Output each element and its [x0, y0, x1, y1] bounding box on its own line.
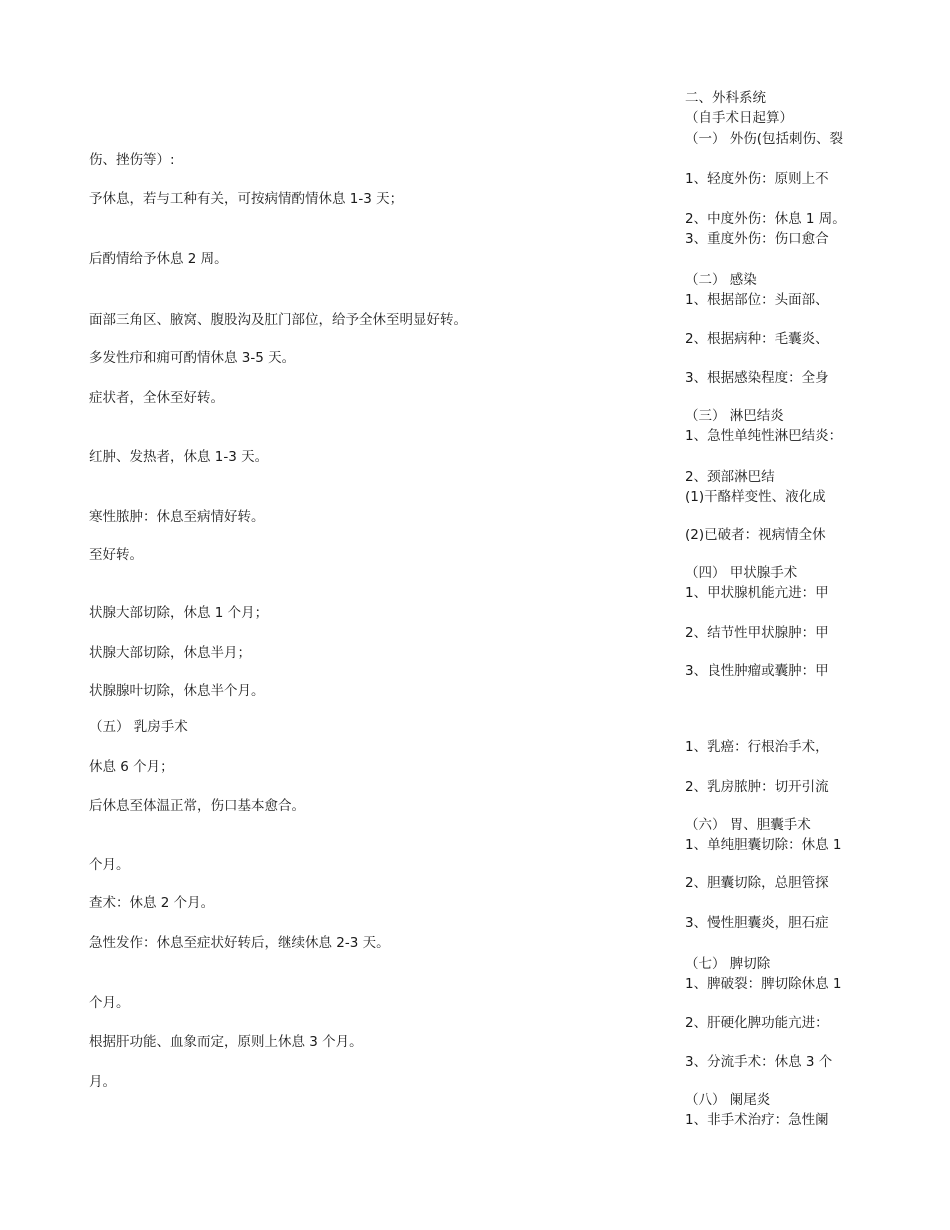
right-line-9: 2、根据病种：毛囊炎、 — [685, 331, 829, 347]
right-line-30: （八） 阑尾炎 — [685, 1092, 771, 1108]
right-line-15: (2)已破者：视病情全休 — [685, 527, 826, 543]
right-line-16: （四） 甲状腺手术 — [685, 565, 798, 581]
right-line-26: （七） 脾切除 — [685, 956, 771, 972]
right-line-29: 3、分流手术：休息 3 个 — [685, 1054, 833, 1070]
left-line-21: 月。 — [89, 1074, 116, 1090]
right-line-10: 3、根据感染程度：全身 — [685, 370, 829, 386]
left-line-7: 红肿、发热者，休息 1-3 天。 — [89, 449, 269, 465]
left-line-18: 急性发作：休息至症状好转后，继续休息 2-3 天。 — [89, 935, 390, 951]
right-line-7: （二） 感染 — [685, 272, 757, 288]
right-line-2: （自手术日起算） — [685, 110, 793, 126]
left-line-8: 寒性脓肿：休息至病情好转。 — [89, 509, 265, 525]
right-line-13: 2、颈部淋巴结 — [685, 469, 775, 485]
left-line-5: 多发性疖和痈可酌情休息 3-5 天。 — [89, 350, 296, 366]
left-line-11: 状腺大部切除，休息半月； — [89, 645, 251, 661]
right-line-8: 1、根据部位：头面部、 — [685, 292, 829, 308]
right-line-24: 2、胆囊切除，总胆管探 — [685, 875, 829, 891]
left-line-3: 后酌情给予休息 2 周。 — [89, 251, 228, 267]
left-line-9: 至好转。 — [89, 547, 143, 563]
right-line-4: 1、轻度外伤：原则上不 — [685, 171, 829, 187]
left-line-13: （五） 乳房手术 — [89, 719, 188, 735]
right-line-25: 3、慢性胆囊炎，胆石症 — [685, 915, 829, 931]
left-line-10: 状腺大部切除，休息 1 个月； — [89, 605, 269, 621]
right-line-11: （三） 淋巴结炎 — [685, 408, 784, 424]
right-line-27: 1、脾破裂：脾切除休息 1 — [685, 976, 842, 992]
left-line-4: 面部三角区、腋窝、腹股沟及肛门部位，给予全休至明显好转。 — [89, 312, 467, 328]
right-line-20: 1、乳癌：行根治手术， — [685, 739, 829, 755]
right-line-14: (1)干酪样变性、液化成 — [685, 489, 826, 505]
right-line-3: （一） 外伤(包括刺伤、裂 — [685, 131, 844, 147]
right-line-21: 2、乳房脓肿：切开引流 — [685, 779, 829, 795]
right-line-19: 3、良性肿瘤或囊肿：甲 — [685, 663, 829, 679]
left-line-12: 状腺腺叶切除，休息半个月。 — [89, 683, 265, 699]
right-line-31: 1、非手术治疗：急性阑 — [685, 1112, 829, 1128]
left-line-14: 休息 6 个月； — [89, 759, 174, 775]
right-line-5: 2、中度外伤：休息 1 周。 — [685, 211, 846, 227]
right-line-22: （六） 胃、胆囊手术 — [685, 817, 811, 833]
right-line-12: 1、急性单纯性淋巴结炎： — [685, 428, 843, 444]
left-line-2: 予休息，若与工种有关，可按病情酌情休息 1-3 天； — [89, 191, 404, 207]
left-line-20: 根据肝功能、血象而定，原则上休息 3 个月。 — [89, 1034, 363, 1050]
left-line-1: 伤、挫伤等）: — [89, 152, 175, 168]
left-line-19: 个月。 — [89, 995, 130, 1011]
right-line-17: 1、甲状腺机能亢进：甲 — [685, 585, 829, 601]
right-line-18: 2、结节性甲状腺肿：甲 — [685, 625, 829, 641]
right-line-28: 2、肝硬化脾功能亢进： — [685, 1015, 829, 1031]
left-line-6: 症状者，全休至好转。 — [89, 390, 224, 406]
left-line-17: 查术：休息 2 个月。 — [89, 895, 215, 911]
right-line-1: 二、外科系统 — [685, 90, 766, 106]
right-line-6: 3、重度外伤：伤口愈合 — [685, 231, 829, 247]
right-line-23: 1、单纯胆囊切除：休息 1 — [685, 837, 842, 853]
left-line-16: 个月。 — [89, 857, 130, 873]
left-line-15: 后休息至体温正常，伤口基本愈合。 — [89, 798, 305, 814]
